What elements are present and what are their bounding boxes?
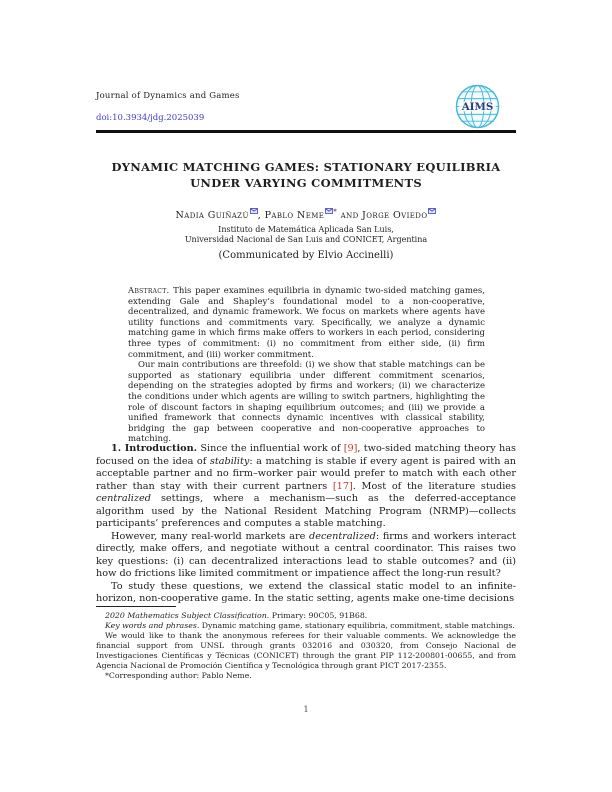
footnote-corresponding-author: *Corresponding author: Pablo Neme. bbox=[105, 671, 252, 680]
affiliation bbox=[96, 225, 516, 245]
intro-paragraph-2: However, many real-world markets are decentralized: firms and workers interact directly, make offers, and negotiate without a central coordinator. This raises two key questions: (i) can decentralized interactions lead to stable outcomes? and (ii) how do frictions like limited commitment or impatience affect the long-run result? bbox=[96, 530, 516, 579]
author-1: Nadia Guiñazú bbox=[175, 210, 249, 222]
author-separator: , bbox=[257, 210, 265, 222]
author-2: Pablo Neme bbox=[264, 210, 325, 222]
corresponding-author-star: * bbox=[333, 208, 338, 216]
author-3: Jorge Oviedo bbox=[362, 210, 428, 222]
footnote-keywords: Key words and phrases. Dynamic matching game, stationary equilibria, commitment, stable matchings. bbox=[105, 621, 515, 630]
communicated-line: (Communicated by Elvio Accinelli) bbox=[218, 250, 394, 261]
footnote-msc: 2020 Mathematics Subject Classification. Primary: 90C05, 91B68. bbox=[105, 611, 368, 620]
page-number: 1 bbox=[303, 705, 309, 714]
author-line bbox=[96, 206, 516, 221]
abstract-paragraph-1 bbox=[128, 286, 485, 360]
introduction-section bbox=[96, 443, 516, 606]
globe-icon bbox=[454, 83, 501, 130]
mail-icon[interactable] bbox=[250, 206, 258, 217]
abstract-label: Abstract. bbox=[128, 286, 170, 296]
abstract-paragraph-2: Our main contributions are threefold: (i) we show that stable matchings can be supported as stationary equilibria under different commitment scenarios, depending on the strategies adopted by firms and workers; (ii) we characterize the conditions under which agents are willing to switch partners, highlighting the role of discount factors in shaping equilibrium outcomes; and (iii) we provide a unified framework that connects dynamic incentives with classical stability, bridging the gap between cooperative and non-cooperative approaches to matching. bbox=[128, 360, 485, 445]
title-line-1: DYNAMIC MATCHING GAMES: STATIONARY EQUILIBRIA bbox=[111, 160, 501, 174]
title-line-2: UNDER VARYING COMMITMENTS bbox=[190, 175, 422, 190]
doi-link[interactable]: doi:10.3934/jdg.2025039 bbox=[96, 113, 205, 123]
abstract-block bbox=[128, 286, 485, 445]
affiliation-line-2: Universidad Nacional de San Luis and CONICET, Argentina bbox=[184, 235, 428, 244]
paper-title bbox=[96, 160, 516, 191]
footnote-rule bbox=[96, 606, 176, 607]
footnote-acknowledgments: We would like to thank the anonymous referees for their valuable comments. We acknowledge the financial support from UNSL through grants 032016 and 030320, from Consejo Nacional de Investigaciones Científicas y Técnicas (CONICET) through the grant PIP 112-200801-00655, and from Agencia Nacional de Promoción Científica y Tecnológica through grant PICT 2017-2355. bbox=[96, 631, 516, 670]
intro-paragraph-1: 1. Introduction. Since the influential work of [9], two-sided matching theory has focused on the idea of stability: a matching is stable if every agent is paired with an acceptable partner and no firm–worker pair would prefer to match with each other rather than stay with their current partners [17]. Most of the literature studies centralized settings, where a mechanism—such as the deferred-acceptance algorithm used by the National Resident Matching Program (NRMP)—collects participants’ preferences and computes a stable matching. bbox=[96, 443, 516, 529]
abstract-text-1: This paper examines equilibria in dynamic two-sided matching games, extending Gale and Shapley’s foundational model to a non-cooperative, decentralized, and dynamic framework. We focus on markets where agents have utility functions and commitments vary. Specifically, we analyze a dynamic matching game in which firms make offers to workers in each period, considering three types of commitment: (i) no commitment from either side, (ii) firm commitment, and (iii) worker commitment. bbox=[128, 286, 485, 360]
aims-logo bbox=[454, 83, 501, 130]
intro-paragraph-3: To study these questions, we extend the classical static model to an infinite-horizon, non-cooperative game. In the static setting, agents make one-time decisions bbox=[96, 580, 516, 604]
header-rule bbox=[96, 130, 516, 133]
logo-text: AIMS bbox=[461, 100, 494, 113]
journal-name: Journal of Dynamics and Games bbox=[96, 91, 240, 101]
affiliation-line-1: Instituto de Matemática Aplicada San Luis, bbox=[218, 225, 394, 234]
footnotes-block bbox=[96, 611, 516, 681]
author-separator: and bbox=[337, 210, 363, 222]
mail-icon[interactable] bbox=[428, 206, 436, 217]
